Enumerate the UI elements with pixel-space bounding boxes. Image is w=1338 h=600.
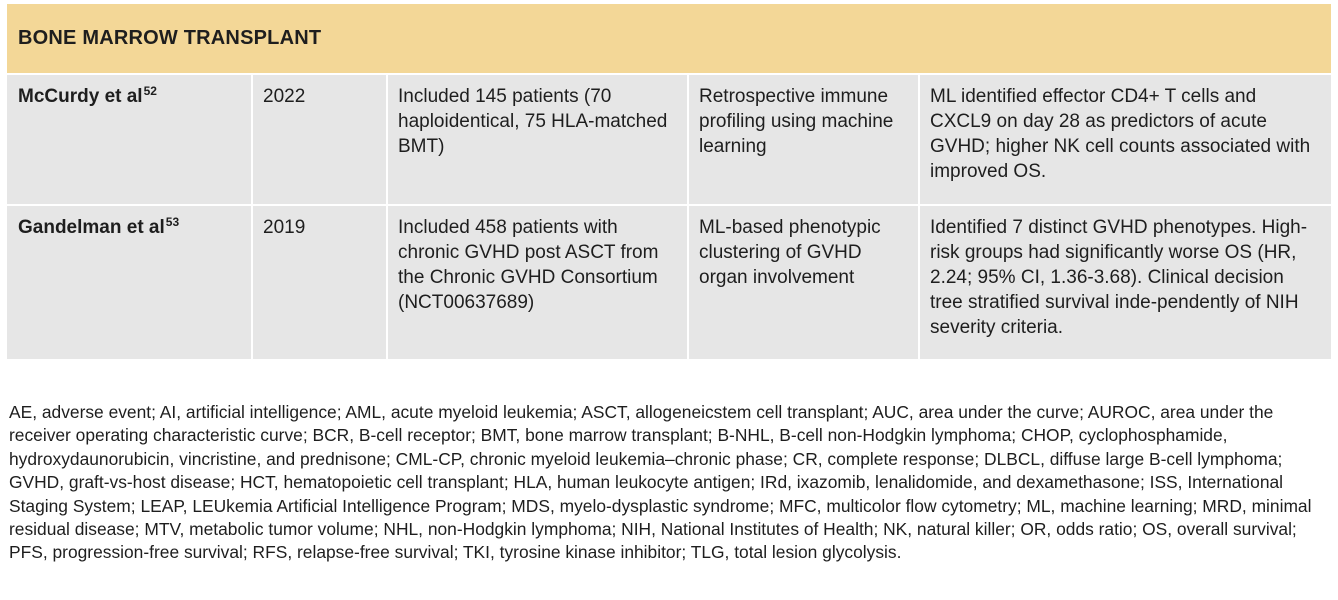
study-cell	[7, 205, 252, 359]
study-cell	[7, 74, 252, 205]
study-table-wrapper	[7, 4, 1331, 359]
method-cell: ML-based phenotypic clustering of GVHD organ involvement	[688, 205, 919, 359]
table-row	[7, 74, 1331, 205]
year-cell: 2022	[252, 74, 387, 205]
study-name: McCurdy et al	[18, 86, 143, 107]
table-row	[7, 205, 1331, 359]
study-name: Gandelman et al	[18, 217, 165, 238]
findings-cell: ML identified effector CD4+ T cells and CXCL9 on day 28 as predictors of acute GVHD; higher NK cell counts associated with improved OS.	[919, 74, 1331, 205]
population-cell: Included 458 patients with chronic GVHD post ASCT from the Chronic GVHD Consortium (NCT00637689)	[387, 205, 688, 359]
method-cell: Retrospective immune profiling using machine learning	[688, 74, 919, 205]
section-title: BONE MARROW TRANSPLANT	[7, 4, 1331, 74]
year-cell: 2019	[252, 205, 387, 359]
reference-number: 52	[143, 84, 157, 98]
study-table	[7, 4, 1331, 359]
abbreviations-footnote: AE, adverse event; AI, artificial intelligence; AML, acute myeloid leukemia; ASCT, allogeneicstem cell transplant; AUC, area under the curve; AUROC, area under the receiver operating characteristic curve; BCR, B-cell receptor; BMT, bone marrow transplant; B-NHL, B-cell non-Hodgkin lymphoma; CHOP, cyclophosphamide, hydroxydaunorubicin, vincristine, and prednisone; CML-CP, chronic myeloid leukemia–chronic phase; CR, complete response; DLBCL, diffuse large B-cell lymphoma; GVHD, graft-vs-host disease; HCT, hematopoietic cell transplant; HLA, human leukocyte antigen; IRd, ixazomib, lenalidomide, and dexamethasone; ISS, International Staging System; LEAP, LEUkemia Artificial Intelligence Program; MDS, myelo-dysplastic syndrome; MFC, multicolor flow cytometry; ML, machine learning; MRD, minimal residual disease; MTV, metabolic tumor volume; NHL, non-Hodgkin lymphoma; NIH, National Institutes of Health; NK, natural killer; OR, odds ratio; OS, overall survival; PFS, progression-free survival; RFS, relapse-free survival; TKI, tyrosine kinase inhibitor; TLG, total lesion glycolysis.	[9, 402, 1312, 563]
findings-cell: Identified 7 distinct GVHD phenotypes. High-risk groups had significantly worse OS (HR, 2.24; 95% CI, 1.36-3.68). Clinical decision tree stratified survival inde-pendently of NIH severity criteria.	[919, 205, 1331, 359]
population-cell: Included 145 patients (70 haploidentical, 75 HLA-matched BMT)	[387, 74, 688, 205]
reference-number: 53	[165, 215, 180, 229]
section-header-row	[7, 4, 1331, 74]
